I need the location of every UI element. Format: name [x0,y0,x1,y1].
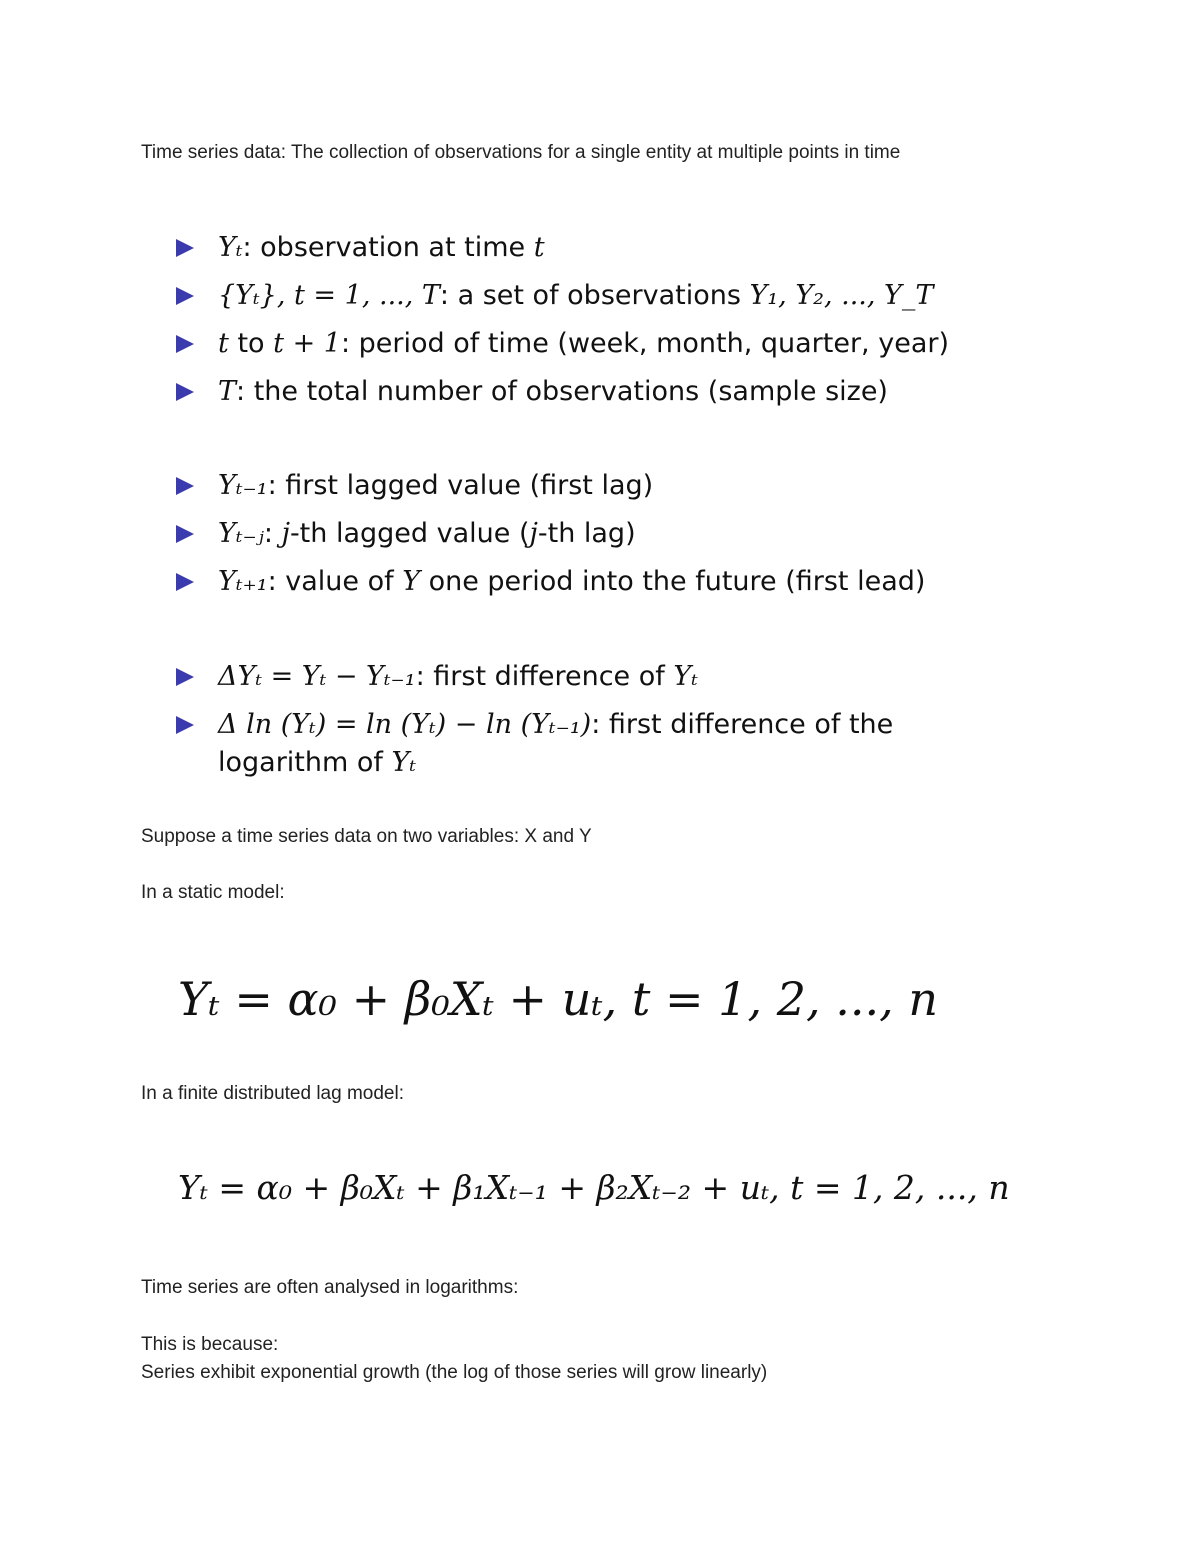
triangle-bullet-icon [176,383,194,401]
bullet-item: Yₜ₊₁: value of Y one period into the future (first lead) [176,562,925,602]
bullet-item: Δ ln (Yₜ) = ln (Yₜ) − ln (Yₜ₋₁): first difference of the logarithm of Yₜ [176,705,893,783]
bullet-item: {Yₜ}, t = 1, ..., T: a set of observations Y₁, Y₂, ..., Y_T [176,276,933,316]
triangle-bullet-icon [176,573,194,591]
suppose-text: Suppose a time series data on two variables: X and Y [141,826,592,847]
fdl-model-equation: Yₜ = α₀ + β₀Xₜ + β₁Xₜ₋₁ + β₂Xₜ₋₂ + uₜ, t = 1, 2, ..., n [178,1168,1010,1207]
bullet-item: ΔYₜ = Yₜ − Yₜ₋₁: first difference of Yₜ [176,657,698,697]
bullet-item: Yₜ₋ⱼ: j-th lagged value (j-th lag) [176,514,636,554]
triangle-bullet-icon [176,525,194,543]
intro-text: Time series data: The collection of observations for a single entity at multiple points in time [141,142,901,163]
logs-label: Time series are often analysed in logarithms: [141,1277,519,1298]
static-model-equation: Yₜ = α₀ + β₀Xₜ + uₜ, t = 1, 2, ..., n [178,972,938,1026]
reason-text: Series exhibit exponential growth (the log of those series will grow linearly) [141,1362,768,1383]
bullet-continuation: logarithm of Yₜ [218,747,416,778]
triangle-bullet-icon [176,239,194,257]
triangle-bullet-icon [176,716,194,734]
triangle-bullet-icon [176,477,194,495]
static-model-label: In a static model: [141,882,285,903]
triangle-bullet-icon [176,668,194,686]
bullet-item: Yₜ: observation at time t [176,228,545,268]
triangle-bullet-icon [176,335,194,353]
bullet-item: t to t + 1: period of time (week, month, quarter, year) [176,324,949,364]
bullet-item: T: the total number of observations (sample size) [176,372,888,412]
triangle-bullet-icon [176,287,194,305]
bullet-item: Yₜ₋₁: first lagged value (first lag) [176,466,653,506]
because-text: This is because: [141,1334,279,1355]
fdl-model-label: In a finite distributed lag model: [141,1083,404,1104]
